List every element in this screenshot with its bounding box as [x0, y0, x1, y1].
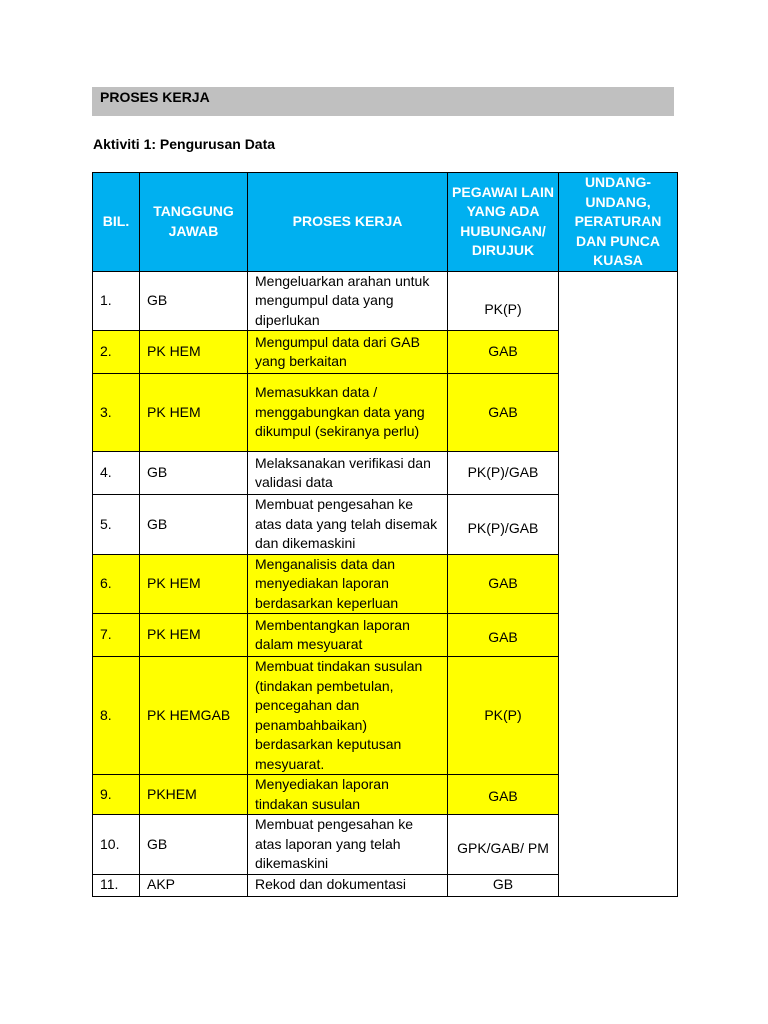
cell-tanggungjawab: GB — [140, 815, 248, 875]
cell-bil: 9. — [93, 775, 140, 815]
cell-bil: 6. — [93, 554, 140, 614]
cell-tanggungjawab: PK HEMGAB — [140, 657, 248, 775]
cell-tanggungjawab: PK HEM — [140, 614, 248, 657]
section-title: PROSES KERJA — [100, 89, 210, 105]
cell-pegawai: GAB — [448, 374, 559, 452]
cell-tanggungjawab: GB — [140, 495, 248, 555]
section-title-bar — [92, 87, 674, 116]
cell-bil: 11. — [93, 874, 140, 896]
cell-proses: Rekod dan dokumentasi — [248, 874, 448, 896]
cell-bil: 4. — [93, 452, 140, 495]
cell-undang-undang — [559, 271, 678, 896]
cell-tanggungjawab: PK HEM — [140, 554, 248, 614]
cell-pegawai: GPK/GAB/ PM — [448, 815, 559, 875]
cell-tanggungjawab: PKHEM — [140, 775, 248, 815]
header-tanggungjawab: TANGGUNG JAWAB — [140, 173, 248, 272]
header-proses-kerja: PROSES KERJA — [248, 173, 448, 272]
cell-pegawai: GAB — [448, 614, 559, 657]
cell-pegawai: PK(P) — [448, 271, 559, 331]
table-header-row — [93, 173, 678, 272]
cell-proses: Menganalisis data dan menyediakan laporan berdasarkan keperluan — [248, 554, 448, 614]
cell-proses: Membuat pengesahan ke atas laporan yang telah dikemaskini — [248, 815, 448, 875]
cell-pegawai: GAB — [448, 775, 559, 815]
cell-proses: Membuat pengesahan ke atas data yang telah disemak dan dikemaskini — [248, 495, 448, 555]
cell-pegawai: GAB — [448, 331, 559, 374]
cell-bil: 3. — [93, 374, 140, 452]
cell-tanggungjawab: PK HEM — [140, 374, 248, 452]
cell-tanggungjawab: GB — [140, 271, 248, 331]
cell-tanggungjawab: GB — [140, 452, 248, 495]
cell-pegawai: PK(P) — [448, 657, 559, 775]
cell-pegawai: GAB — [448, 554, 559, 614]
cell-proses: Membuat tindakan susulan (tindakan pembetulan, pencegahan dan penambahbaikan) berdasarkan keputusan mesyuarat. — [248, 657, 448, 775]
header-pegawai: PEGAWAI LAIN YANG ADA HUBUNGAN/ DIRUJUK — [448, 173, 559, 272]
cell-bil: 7. — [93, 614, 140, 657]
cell-bil: 1. — [93, 271, 140, 331]
cell-proses: Mengumpul data dari GAB yang berkaitan — [248, 331, 448, 374]
cell-pegawai: GB — [448, 874, 559, 896]
cell-tanggungjawab: AKP — [140, 874, 248, 896]
cell-proses: Melaksanakan verifikasi dan validasi data — [248, 452, 448, 495]
cell-bil: 10. — [93, 815, 140, 875]
header-bil: BIL. — [93, 173, 140, 272]
cell-proses: Mengeluarkan arahan untuk mengumpul data yang diperlukan — [248, 271, 448, 331]
cell-bil: 2. — [93, 331, 140, 374]
header-undang-undang: UNDANG-UNDANG, PERATURAN DAN PUNCA KUASA — [559, 173, 678, 272]
cell-proses: Menyediakan laporan tindakan susulan — [248, 775, 448, 815]
cell-pegawai: PK(P)/GAB — [448, 495, 559, 555]
cell-proses: Memasukkan data / menggabungkan data yang dikumpul (sekiranya perlu) — [248, 374, 448, 452]
cell-bil: 8. — [93, 657, 140, 775]
activity-title: Aktiviti 1: Pengurusan Data — [93, 136, 276, 152]
cell-proses: Membentangkan laporan dalam mesyuarat — [248, 614, 448, 657]
table-row — [93, 271, 678, 331]
cell-bil: 5. — [93, 495, 140, 555]
work-process-table — [92, 172, 678, 897]
cell-pegawai: PK(P)/GAB — [448, 452, 559, 495]
cell-tanggungjawab: PK HEM — [140, 331, 248, 374]
